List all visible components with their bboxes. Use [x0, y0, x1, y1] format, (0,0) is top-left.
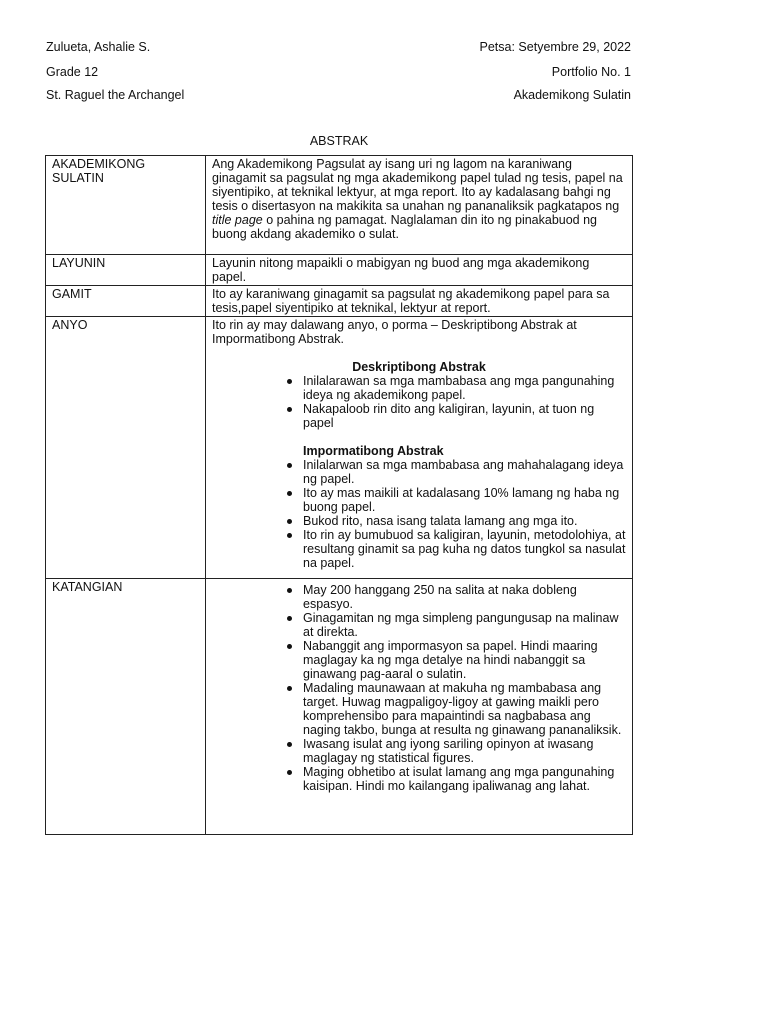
table-row-katangian	[46, 579, 633, 835]
row-label-akademiko: AKADEMIKONG SULATIN	[46, 156, 206, 255]
grade-label: Grade 12	[46, 65, 99, 79]
list-item: Iwasang isulat ang iyong sariling opinyon at iwasang maglagay ng statistical figures.	[303, 737, 626, 765]
table-row-anyo	[46, 317, 633, 579]
katangian-list	[212, 583, 626, 793]
row-label-gamit: GAMIT	[46, 286, 206, 317]
table-row-akademiko	[46, 156, 633, 255]
deskriptibo-list	[212, 374, 626, 430]
row-label-katangian: KATANGIAN	[46, 579, 206, 835]
impormatibo-list	[212, 458, 626, 570]
subject-label: Akademikong Sulatin	[513, 88, 631, 102]
row-content-layunin: Layunin nitong mapaikli o mabigyan ng buod ang mga akademikong papel.	[206, 255, 633, 286]
list-item: May 200 hanggang 250 na salita at naka dobleng espasyo.	[303, 583, 626, 611]
list-item: Ito ay mas maikili at kadalasang 10% lamang ng haba ng buong papel.	[303, 486, 626, 514]
akademiko-text-italic: title page	[212, 213, 263, 227]
document-title: ABSTRAK	[309, 134, 369, 148]
row-content-anyo	[206, 317, 633, 579]
list-item: Maging obhetibo at isulat lamang ang mga pangunahing kaisipan. Hindi mo kailangang ipaliwanag ang lahat.	[303, 765, 626, 793]
akademiko-text-part1: Ang Akademikong Pagsulat ay isang uri ng lagom na karaniwang ginagamit sa pagsulat ng mga akademikong papel tulad ng tesis, papel na siyentipiko, at teknikal lektyur, at mga report. Ito ay kadalasang bahgi ng tesis o disertasyon na makikita sa unahan ng pananaliksik pagkatapos ng	[212, 157, 623, 213]
row-content-gamit: Ito ay karaniwang ginagamit sa pagsulat ng akademikong papel para sa tesis,papel siyentipiko at teknikal, lektyur at report.	[206, 286, 633, 317]
list-item: Inilalarwan sa mga mambabasa ang mahahalagang ideya ng papel.	[303, 458, 626, 486]
row-content-akademiko	[206, 156, 633, 255]
list-item: Ginagamitan ng mga simpleng pangungusap na malinaw at direkta.	[303, 611, 626, 639]
date-label: Petsa: Setyembre 29, 2022	[479, 40, 631, 54]
impormatibo-heading: Impormatibong Abstrak	[303, 444, 444, 458]
list-item: Bukod rito, nasa isang talata lamang ang mga ito.	[303, 514, 626, 528]
akademiko-text-part2: o pahina ng pamagat. Naglalaman din ito ng pinakabuod ng buong akdang akademiko o sulat.	[212, 213, 598, 241]
table-row-gamit	[46, 286, 633, 317]
list-item: Nakapaloob rin dito ang kaligiran, layunin, at tuon ng papel	[303, 402, 626, 430]
table-row-layunin	[46, 255, 633, 286]
list-item: Nabanggit ang impormasyon sa papel. Hindi maaring maglagay ka ng mga detalye na hindi nabanggit sa ginawang pag-aaral o sulatin.	[303, 639, 626, 681]
section-label: St. Raguel the Archangel	[46, 88, 185, 102]
row-content-katangian	[206, 579, 633, 835]
row-label-layunin: LAYUNIN	[46, 255, 206, 286]
abstrak-table	[45, 155, 633, 835]
list-item: Madaling maunawaan at makuha ng mambabasa ang target. Huwag magpaligoy-ligoy at gawing maikli pero komprehensibo para mapaintindi sa nagbabasa ang naging takbo, bunga at resulta ng ginawang pananaliksik.	[303, 681, 626, 737]
list-item: Inilalarawan sa mga mambabasa ang mga pangunahing ideya ng akademikong papel.	[303, 374, 626, 402]
deskriptibo-heading: Deskriptibong Abstrak	[352, 360, 486, 374]
portfolio-label: Portfolio No. 1	[551, 65, 631, 79]
list-item: Ito rin ay bumubuod sa kaligiran, layunin, metodolohiya, at resultang ginamit sa pag kuha ng datos tungkol sa nasulat na papel.	[303, 528, 626, 570]
anyo-intro: Ito rin ay may dalawang anyo, o porma – Deskriptibong Abstrak at Impormatibong Abstrak.	[212, 318, 577, 346]
row-label-anyo: ANYO	[46, 317, 206, 579]
student-name: Zulueta, Ashalie S.	[46, 40, 151, 54]
